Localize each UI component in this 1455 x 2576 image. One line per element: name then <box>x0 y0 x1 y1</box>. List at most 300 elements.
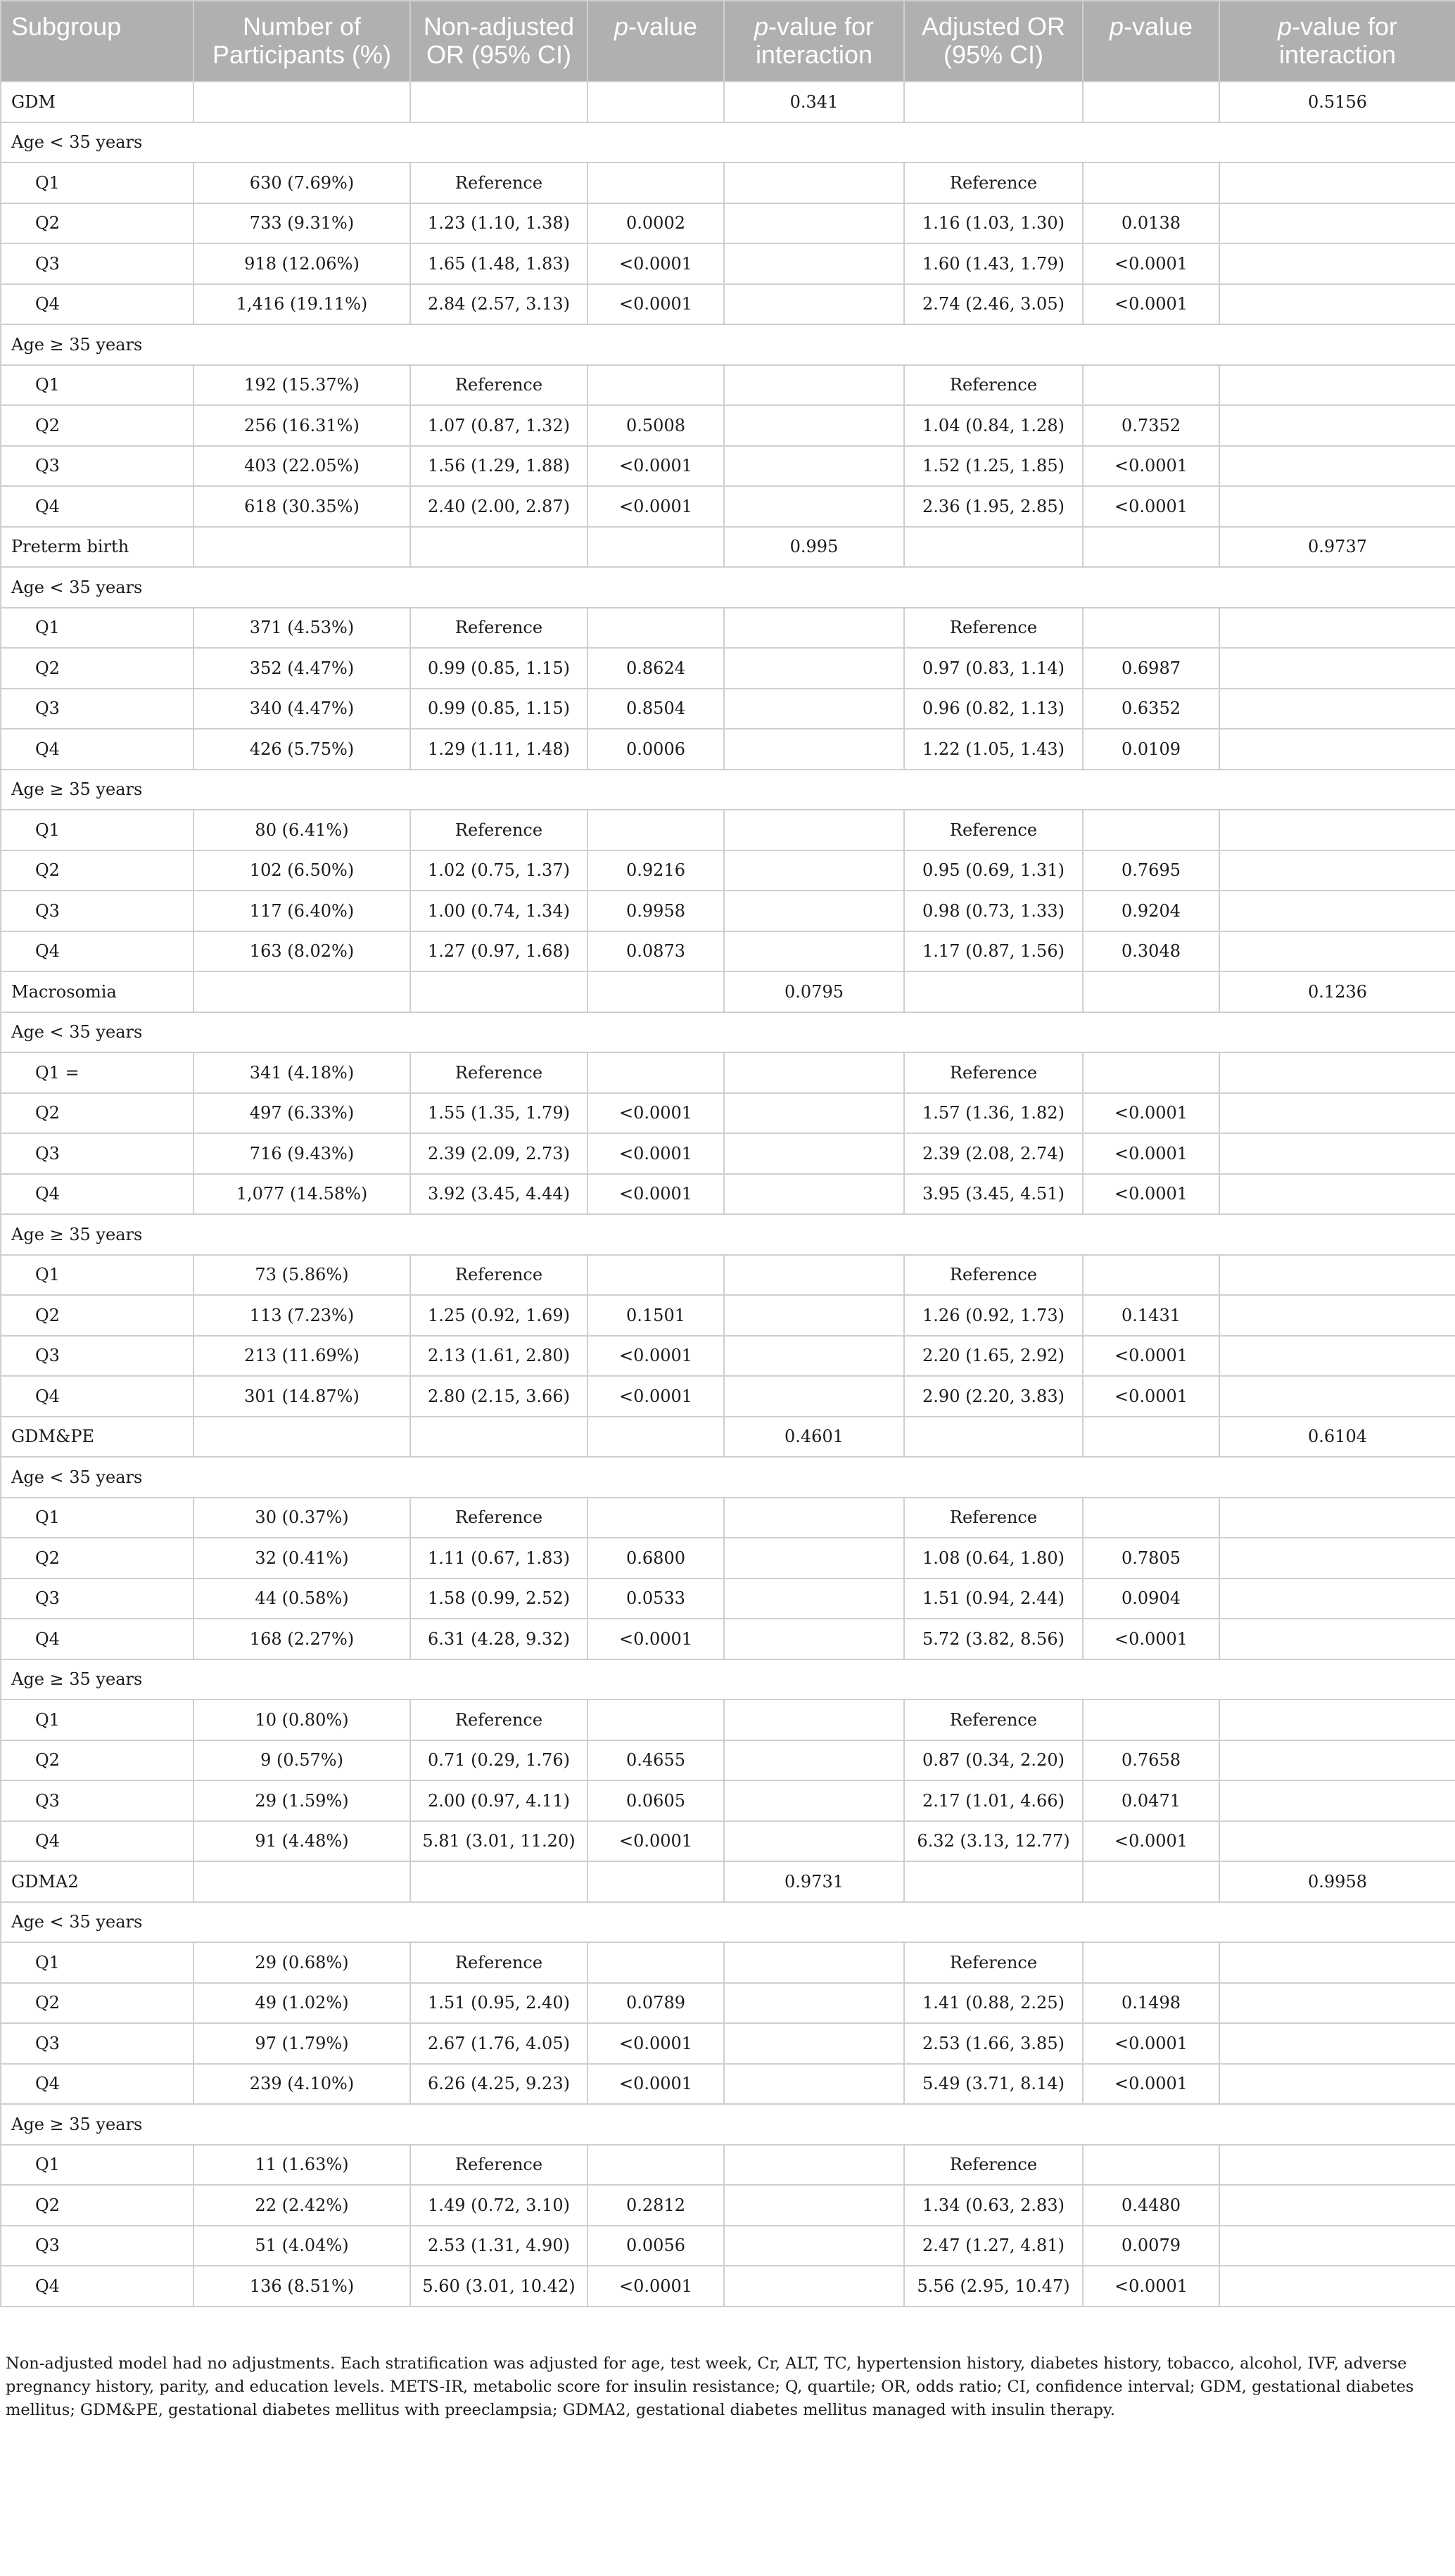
adjusted-p-interaction-cell <box>1219 1983 1455 2024</box>
p-interaction-cell <box>724 203 904 244</box>
p-interaction-cell <box>724 1700 904 1740</box>
participants-cell: 239 (4.10%) <box>193 2064 410 2105</box>
subgroup-cell: Q4 <box>1 1174 193 1215</box>
empty-cell <box>587 324 724 365</box>
p-interaction-cell <box>724 1052 904 1093</box>
adjusted-p-interaction-cell <box>1219 1295 1455 1336</box>
adjusted-p-value-cell: <0.0001 <box>1083 486 1219 527</box>
subgroup-cell: Q3 <box>1 243 193 284</box>
quartile-row <box>1 1174 1455 1215</box>
age-section-row <box>1 770 1455 810</box>
quartile-row <box>1 1700 1455 1740</box>
empty-cell <box>1219 567 1455 608</box>
empty-cell <box>410 1012 587 1053</box>
subgroup-cell: Preterm birth <box>1 527 193 568</box>
subgroup-cell: Q3 <box>1 2226 193 2266</box>
age-section-row <box>1 2104 1455 2145</box>
non-adjusted-or-cell: 1.65 (1.48, 1.83) <box>410 243 587 284</box>
non-adjusted-or-cell: 3.92 (3.45, 4.44) <box>410 1174 587 1215</box>
adjusted-or-cell: 2.47 (1.27, 4.81) <box>904 2226 1083 2266</box>
subgroup-cell: Q2 <box>1 2185 193 2226</box>
quartile-row <box>1 1780 1455 1821</box>
p-value-cell: 0.9216 <box>587 850 724 891</box>
adjusted-or-cell: 0.95 (0.69, 1.31) <box>904 850 1083 891</box>
non-adjusted-or-cell: Reference <box>410 810 587 850</box>
subgroup-cell: Q2 <box>1 1740 193 1781</box>
participants-cell: 918 (12.06%) <box>193 243 410 284</box>
adjusted-or-cell: 6.32 (3.13, 12.77) <box>904 1821 1083 1862</box>
age-section-row <box>1 1902 1455 1943</box>
adjusted-or-cell: Reference <box>904 810 1083 850</box>
empty-cell <box>193 1902 410 1943</box>
empty-cell <box>724 770 904 810</box>
non-adjusted-or-cell: 1.58 (0.99, 2.52) <box>410 1579 587 1619</box>
p-value-cell <box>587 1861 724 1902</box>
p-value-cell: 0.0006 <box>587 729 724 770</box>
p-value-cell: <0.0001 <box>587 1336 724 1377</box>
adjusted-p-interaction-cell <box>1219 1052 1455 1093</box>
subgroup-cell: Q4 <box>1 2266 193 2307</box>
non-adjusted-or-cell: 1.00 (0.74, 1.34) <box>410 891 587 931</box>
p-interaction-cell <box>724 931 904 972</box>
empty-cell <box>724 1902 904 1943</box>
adjusted-p-interaction-cell <box>1219 2185 1455 2226</box>
participants-cell: 341 (4.18%) <box>193 1052 410 1093</box>
quartile-row <box>1 931 1455 972</box>
empty-cell <box>1219 2104 1455 2145</box>
empty-cell <box>904 122 1083 163</box>
empty-cell <box>587 1902 724 1943</box>
p-interaction-cell <box>724 1376 904 1417</box>
outcome-group-row <box>1 1861 1455 1902</box>
p-interaction-cell <box>724 1498 904 1538</box>
adjusted-p-interaction-cell: 0.1236 <box>1219 971 1455 1012</box>
non-adjusted-or-cell: 6.26 (4.25, 9.23) <box>410 2064 587 2105</box>
table-body <box>1 82 1455 2307</box>
adjusted-p-value-cell: <0.0001 <box>1083 1174 1219 1215</box>
p-interaction-cell <box>724 1780 904 1821</box>
empty-cell <box>1083 1902 1219 1943</box>
non-adjusted-or-cell: 0.71 (0.29, 1.76) <box>410 1740 587 1781</box>
non-adjusted-or-cell: Reference <box>410 1942 587 1983</box>
empty-cell <box>724 567 904 608</box>
section-label: Age ≥ 35 years <box>1 324 193 365</box>
adjusted-p-interaction-cell <box>1219 365 1455 406</box>
table-footnote: Non-adjusted model had no adjustments. Each stratification was adjusted for age, test week, Cr, ALT, TC, hypertension history, diabetes history, tobacco, alcohol, IVF, adverse pregnancy history, parity, and education levels. METS-IR, metabolic score for insulin resistance; Q, quartile; OR, odds ratio; CI, confidence interval; GDM, gestational diabetes mellitus; GDM&PE, gestational diabetes mellitus with preeclampsia; GDMA2, gestational diabetes mellitus managed with insulin therapy. <box>6 2354 1414 2419</box>
adjusted-p-value-cell: <0.0001 <box>1083 1821 1219 1862</box>
subgroup-cell: Q4 <box>1 1376 193 1417</box>
non-adjusted-or-cell: 2.67 (1.76, 4.05) <box>410 2023 587 2064</box>
p-value-cell: 0.2812 <box>587 2185 724 2226</box>
adjusted-or-cell: 2.36 (1.95, 2.85) <box>904 486 1083 527</box>
quartile-row <box>1 1498 1455 1538</box>
non-adjusted-or-cell: Reference <box>410 608 587 649</box>
subgroup-cell: Macrosomia <box>1 971 193 1012</box>
adjusted-p-interaction-cell <box>1219 850 1455 891</box>
empty-cell <box>193 122 410 163</box>
adjusted-or-cell: 1.16 (1.03, 1.30) <box>904 203 1083 244</box>
adjusted-or-cell: 1.04 (0.84, 1.28) <box>904 405 1083 446</box>
quartile-row <box>1 1619 1455 1659</box>
empty-cell <box>193 567 410 608</box>
adjusted-p-interaction-cell <box>1219 1376 1455 1417</box>
adjusted-p-value-cell <box>1083 971 1219 1012</box>
participants-cell: 136 (8.51%) <box>193 2266 410 2307</box>
section-label: Age ≥ 35 years <box>1 1214 193 1255</box>
p-interaction-cell <box>724 2266 904 2307</box>
adjusted-p-value-cell: 0.1498 <box>1083 1983 1219 2024</box>
participants-cell: 1,077 (14.58%) <box>193 1174 410 1215</box>
adjusted-p-value-cell: <0.0001 <box>1083 284 1219 325</box>
subgroup-cell: Q1 <box>1 162 193 203</box>
p-value-cell <box>587 527 724 568</box>
p-value-cell: 0.0056 <box>587 2226 724 2266</box>
adjusted-p-value-cell <box>1083 1700 1219 1740</box>
non-adjusted-or-cell: 1.49 (0.72, 3.10) <box>410 2185 587 2226</box>
p-interaction-cell <box>724 365 904 406</box>
empty-cell <box>193 1457 410 1498</box>
participants-cell: 403 (22.05%) <box>193 446 410 487</box>
age-section-row <box>1 567 1455 608</box>
p-interaction-cell <box>724 1740 904 1781</box>
adjusted-or-cell: 1.60 (1.43, 1.79) <box>904 243 1083 284</box>
quartile-row <box>1 2185 1455 2226</box>
p-value-cell <box>587 1255 724 1296</box>
p-interaction-cell: 0.0795 <box>724 971 904 1012</box>
p-value-cell <box>587 2145 724 2186</box>
adjusted-p-interaction-cell <box>1219 1619 1455 1659</box>
p-interaction-cell <box>724 2145 904 2186</box>
empty-cell <box>1219 1012 1455 1053</box>
participants-cell: 102 (6.50%) <box>193 850 410 891</box>
participants-cell: 49 (1.02%) <box>193 1983 410 2024</box>
subgroup-cell: GDMA2 <box>1 1861 193 1902</box>
empty-cell <box>410 324 587 365</box>
quartile-row <box>1 1579 1455 1619</box>
adjusted-p-interaction-cell <box>1219 405 1455 446</box>
empty-cell <box>1083 1214 1219 1255</box>
adjusted-or-cell: Reference <box>904 1052 1083 1093</box>
quartile-row <box>1 689 1455 729</box>
quartile-row <box>1 1942 1455 1983</box>
quartile-row <box>1 1295 1455 1336</box>
participants-cell: 301 (14.87%) <box>193 1376 410 1417</box>
empty-cell <box>1083 1012 1219 1053</box>
adjusted-p-interaction-cell <box>1219 486 1455 527</box>
p-value-cell <box>587 1498 724 1538</box>
empty-cell <box>410 1659 587 1700</box>
quartile-row <box>1 1255 1455 1296</box>
p-interaction-cell <box>724 1295 904 1336</box>
adjusted-p-value-cell <box>1083 810 1219 850</box>
adjusted-p-value-cell: <0.0001 <box>1083 1133 1219 1174</box>
empty-cell <box>410 122 587 163</box>
adjusted-or-cell: Reference <box>904 1700 1083 1740</box>
adjusted-or-cell <box>904 82 1083 122</box>
participants-cell: 32 (0.41%) <box>193 1538 410 1579</box>
empty-cell <box>724 324 904 365</box>
participants-cell: 716 (9.43%) <box>193 1133 410 1174</box>
adjusted-p-interaction-cell <box>1219 1821 1455 1862</box>
adjusted-p-value-cell: <0.0001 <box>1083 243 1219 284</box>
adjusted-p-value-cell: 0.0138 <box>1083 203 1219 244</box>
p-value-cell: <0.0001 <box>587 1376 724 1417</box>
p-value-cell <box>587 608 724 649</box>
participants-cell: 51 (4.04%) <box>193 2226 410 2266</box>
participants-cell: 11 (1.63%) <box>193 2145 410 2186</box>
quartile-row <box>1 729 1455 770</box>
quartile-row <box>1 1740 1455 1781</box>
p-value-cell: 0.4655 <box>587 1740 724 1781</box>
adjusted-p-value-cell <box>1083 1417 1219 1458</box>
p-value-cell <box>587 1052 724 1093</box>
adjusted-or-cell <box>904 527 1083 568</box>
adjusted-p-interaction-cell <box>1219 931 1455 972</box>
p-value-cell: 0.0605 <box>587 1780 724 1821</box>
section-label: Age ≥ 35 years <box>1 2104 193 2145</box>
adjusted-p-value-cell: <0.0001 <box>1083 2266 1219 2307</box>
non-adjusted-or-cell: 1.02 (0.75, 1.37) <box>410 850 587 891</box>
adjusted-or-cell: 0.98 (0.73, 1.33) <box>904 891 1083 931</box>
subgroup-cell: Q2 <box>1 850 193 891</box>
participants-cell: 192 (15.37%) <box>193 365 410 406</box>
empty-cell <box>410 2104 587 2145</box>
adjusted-or-cell <box>904 971 1083 1012</box>
participants-cell: 213 (11.69%) <box>193 1336 410 1377</box>
adjusted-p-value-cell <box>1083 1052 1219 1093</box>
adjusted-or-cell: 2.90 (2.20, 3.83) <box>904 1376 1083 1417</box>
empty-cell <box>904 1902 1083 1943</box>
age-section-row <box>1 122 1455 163</box>
non-adjusted-or-cell: 5.60 (3.01, 10.42) <box>410 2266 587 2307</box>
participants-cell: 91 (4.48%) <box>193 1821 410 1862</box>
non-adjusted-or-cell <box>410 527 587 568</box>
p-interaction-cell <box>724 243 904 284</box>
non-adjusted-or-cell: 2.13 (1.61, 2.80) <box>410 1336 587 1377</box>
participants-cell <box>193 1417 410 1458</box>
p-value-cell: 0.0789 <box>587 1983 724 2024</box>
adjusted-or-cell: 1.08 (0.64, 1.80) <box>904 1538 1083 1579</box>
non-adjusted-or-cell: 1.23 (1.10, 1.38) <box>410 203 587 244</box>
quartile-row <box>1 162 1455 203</box>
p-value-cell <box>587 971 724 1012</box>
adjusted-p-value-cell: 0.7695 <box>1083 850 1219 891</box>
subgroup-cell: GDM <box>1 82 193 122</box>
p-interaction-cell <box>724 1821 904 1862</box>
adjusted-p-value-cell <box>1083 82 1219 122</box>
adjusted-p-value-cell: 0.0079 <box>1083 2226 1219 2266</box>
non-adjusted-or-cell: Reference <box>410 1498 587 1538</box>
empty-cell <box>410 770 587 810</box>
subgroup-cell: Q2 <box>1 648 193 689</box>
p-value-cell: 0.9958 <box>587 891 724 931</box>
p-value-cell <box>587 810 724 850</box>
non-adjusted-or-cell: 2.84 (2.57, 3.13) <box>410 284 587 325</box>
adjusted-p-value-cell: 0.9204 <box>1083 891 1219 931</box>
adjusted-p-interaction-cell <box>1219 2266 1455 2307</box>
p-value-cell: <0.0001 <box>587 1133 724 1174</box>
empty-cell <box>587 567 724 608</box>
p-value-cell: 0.8504 <box>587 689 724 729</box>
adjusted-or-cell: Reference <box>904 365 1083 406</box>
quartile-row <box>1 810 1455 850</box>
adjusted-p-interaction-cell: 0.5156 <box>1219 82 1455 122</box>
non-adjusted-or-cell: 1.56 (1.29, 1.88) <box>410 446 587 487</box>
subgroup-cell: Q1 <box>1 1942 193 1983</box>
participants-cell: 256 (16.31%) <box>193 405 410 446</box>
empty-cell <box>410 567 587 608</box>
participants-cell: 168 (2.27%) <box>193 1619 410 1659</box>
p-value-cell: 0.8624 <box>587 648 724 689</box>
non-adjusted-or-cell: 1.25 (0.92, 1.69) <box>410 1295 587 1336</box>
adjusted-p-interaction-cell <box>1219 1093 1455 1134</box>
subgroup-cell: Q3 <box>1 689 193 729</box>
participants-cell: 630 (7.69%) <box>193 162 410 203</box>
adjusted-p-interaction-cell <box>1219 1255 1455 1296</box>
quartile-row <box>1 1376 1455 1417</box>
adjusted-p-interaction-cell <box>1219 243 1455 284</box>
subgroup-cell: Q3 <box>1 1336 193 1377</box>
adjusted-or-cell: 2.20 (1.65, 2.92) <box>904 1336 1083 1377</box>
empty-cell <box>904 2104 1083 2145</box>
section-label: Age < 35 years <box>1 1457 193 1498</box>
p-interaction-cell <box>724 284 904 325</box>
adjusted-or-cell: 1.22 (1.05, 1.43) <box>904 729 1083 770</box>
adjusted-p-value-cell <box>1083 608 1219 649</box>
age-section-row <box>1 324 1455 365</box>
adjusted-p-value-cell: 0.4480 <box>1083 2185 1219 2226</box>
p-value-cell: <0.0001 <box>587 2023 724 2064</box>
quartile-row <box>1 1336 1455 1377</box>
empty-cell <box>587 2104 724 2145</box>
non-adjusted-or-cell: 5.81 (3.01, 11.20) <box>410 1821 587 1862</box>
quartile-row <box>1 203 1455 244</box>
p-interaction-cell <box>724 810 904 850</box>
p-value-cell: <0.0001 <box>587 284 724 325</box>
p-interaction-cell <box>724 850 904 891</box>
age-section-row <box>1 1012 1455 1053</box>
subgroup-cell: Q3 <box>1 1133 193 1174</box>
participants-cell: 497 (6.33%) <box>193 1093 410 1134</box>
p-value-cell: <0.0001 <box>587 1093 724 1134</box>
p-interaction-cell <box>724 729 904 770</box>
p-value-cell: 0.1501 <box>587 1295 724 1336</box>
adjusted-or-cell: 5.56 (2.95, 10.47) <box>904 2266 1083 2307</box>
adjusted-p-interaction-cell <box>1219 1780 1455 1821</box>
participants-cell: 29 (1.59%) <box>193 1780 410 1821</box>
section-label: Age < 35 years <box>1 1012 193 1053</box>
p-value-cell: 0.0533 <box>587 1579 724 1619</box>
participants-cell: 733 (9.31%) <box>193 203 410 244</box>
empty-cell <box>904 324 1083 365</box>
p-value-cell: 0.6800 <box>587 1538 724 1579</box>
adjusted-p-interaction-cell: 0.9958 <box>1219 1861 1455 1902</box>
empty-cell <box>1219 122 1455 163</box>
p-value-cell: 0.5008 <box>587 405 724 446</box>
adjusted-or-cell: 2.53 (1.66, 3.85) <box>904 2023 1083 2064</box>
empty-cell <box>193 324 410 365</box>
subgroup-cell: Q1 <box>1 2145 193 2186</box>
quartile-row <box>1 891 1455 931</box>
participants-cell <box>193 971 410 1012</box>
adjusted-p-interaction-cell <box>1219 1740 1455 1781</box>
quartile-row <box>1 243 1455 284</box>
p-interaction-cell <box>724 648 904 689</box>
outcome-group-row <box>1 971 1455 1012</box>
adjusted-p-interaction-cell <box>1219 608 1455 649</box>
empty-cell <box>1219 1214 1455 1255</box>
empty-cell <box>193 770 410 810</box>
adjusted-p-interaction-cell: 0.9737 <box>1219 527 1455 568</box>
p-interaction-cell: 0.4601 <box>724 1417 904 1458</box>
empty-cell <box>587 1214 724 1255</box>
p-interaction-cell: 0.995 <box>724 527 904 568</box>
participants-cell: 113 (7.23%) <box>193 1295 410 1336</box>
adjusted-or-cell: 0.87 (0.34, 2.20) <box>904 1740 1083 1781</box>
adjusted-or-cell: 5.49 (3.71, 8.14) <box>904 2064 1083 2105</box>
empty-cell <box>904 1457 1083 1498</box>
adjusted-p-value-cell <box>1083 1255 1219 1296</box>
p-interaction-cell <box>724 1619 904 1659</box>
subgroup-cell: Q1 <box>1 810 193 850</box>
empty-cell <box>1083 324 1219 365</box>
participants-cell <box>193 1861 410 1902</box>
adjusted-p-value-cell <box>1083 1498 1219 1538</box>
quartile-row <box>1 2145 1455 2186</box>
adjusted-p-interaction-cell <box>1219 648 1455 689</box>
header-non-adjusted-or: Non-adjusted OR (95% CI) <box>410 1 587 82</box>
p-value-cell: <0.0001 <box>587 446 724 487</box>
table-header <box>1 1 1455 82</box>
p-interaction-cell <box>724 1255 904 1296</box>
subgroup-cell: Q2 <box>1 203 193 244</box>
empty-cell <box>410 1214 587 1255</box>
empty-cell <box>1083 1457 1219 1498</box>
empty-cell <box>1219 1457 1455 1498</box>
empty-cell <box>904 1659 1083 1700</box>
p-interaction-cell <box>724 1336 904 1377</box>
participants-cell: 30 (0.37%) <box>193 1498 410 1538</box>
adjusted-p-value-cell: 0.1431 <box>1083 1295 1219 1336</box>
non-adjusted-or-cell: 1.55 (1.35, 1.79) <box>410 1093 587 1134</box>
adjusted-or-cell: Reference <box>904 608 1083 649</box>
subgroup-cell: Q4 <box>1 486 193 527</box>
section-label: Age ≥ 35 years <box>1 1659 193 1700</box>
quartile-row <box>1 486 1455 527</box>
adjusted-p-value-cell: 0.7805 <box>1083 1538 1219 1579</box>
adjusted-or-cell: 1.51 (0.94, 2.44) <box>904 1579 1083 1619</box>
adjusted-p-value-cell: <0.0001 <box>1083 2023 1219 2064</box>
empty-cell <box>1219 1902 1455 1943</box>
participants-cell: 426 (5.75%) <box>193 729 410 770</box>
participants-cell: 117 (6.40%) <box>193 891 410 931</box>
adjusted-or-cell: 2.74 (2.46, 3.05) <box>904 284 1083 325</box>
subgroup-cell: Q4 <box>1 284 193 325</box>
adjusted-p-value-cell: 0.3048 <box>1083 931 1219 972</box>
p-value-cell: <0.0001 <box>587 2064 724 2105</box>
quartile-row <box>1 1052 1455 1093</box>
empty-cell <box>904 567 1083 608</box>
adjusted-p-interaction-cell <box>1219 1700 1455 1740</box>
non-adjusted-or-cell <box>410 82 587 122</box>
empty-cell <box>724 1659 904 1700</box>
quartile-row <box>1 2023 1455 2064</box>
quartile-row <box>1 446 1455 487</box>
adjusted-or-cell: Reference <box>904 1942 1083 1983</box>
age-section-row <box>1 1659 1455 1700</box>
empty-cell <box>1083 567 1219 608</box>
participants-cell <box>193 82 410 122</box>
